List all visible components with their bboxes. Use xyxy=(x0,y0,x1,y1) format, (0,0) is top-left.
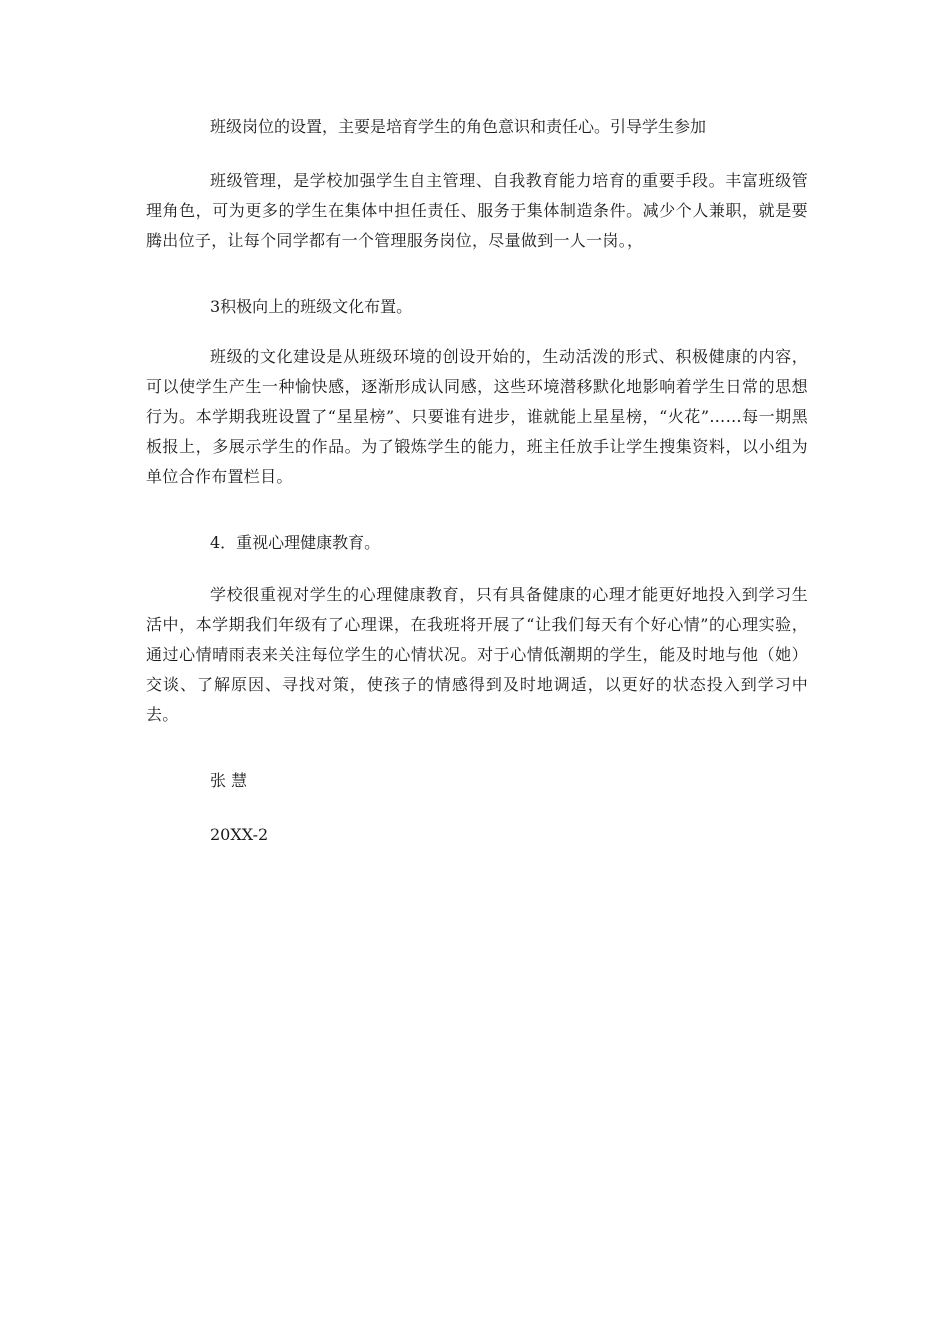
document-date: 20XX-2 xyxy=(210,825,269,844)
heading-class-culture: 3积极向上的班级文化布置。 xyxy=(210,297,413,316)
paragraph-roles-intro: 班级岗位的设置，主要是培育学生的角色意识和责任心。引导学生参加 xyxy=(210,117,707,136)
author-name: 张 慧 xyxy=(210,771,248,790)
paragraph-class-management: 班级管理，是学校加强学生自主管理、自我教育能力培育的重要手段。丰富班级管理角色，可为更多的学生在集体中担任责任、服务于集体制造条件。减少个人兼职，就是要腾出位子，让每个同学都有一个管理服务岗位，尽量做到一人一岗。， xyxy=(146,171,808,250)
paragraph-class-culture: 班级的文化建设是从班级环境的创设开始的，生动活泼的形式、积极健康的内容，可以使学生产生一种愉快感，逐渐形成认同感，这些环境潜移默化地影响着学生日常的思想行为。本学期我班设置了“星星榜”、只要谁有进步，谁就能上星星榜，“火花”……每一期黑板报上，多展示学生的作品。为了锻炼学生的能力，班主任放手让学生搜集资料，以小组为单位合作布置栏目。 xyxy=(146,347,808,486)
paragraph-mental-health: 学校很重视对学生的心理健康教育，只有具备健康的心理才能更好地投入到学习生活中，本学期我们年级有了心理课，在我班将开展了“让我们每天有个好心情”的心理实验，通过心情晴雨表来关注每位学生的心情状况。对于心情低潮期的学生，能及时地与他（她）交谈、了解原因、寻找对策，使孩子的情感得到及时地调适，以更好的状态投入到学习中去。 xyxy=(146,585,808,724)
heading-mental-health: 4．重视心理健康教育。 xyxy=(210,533,381,552)
